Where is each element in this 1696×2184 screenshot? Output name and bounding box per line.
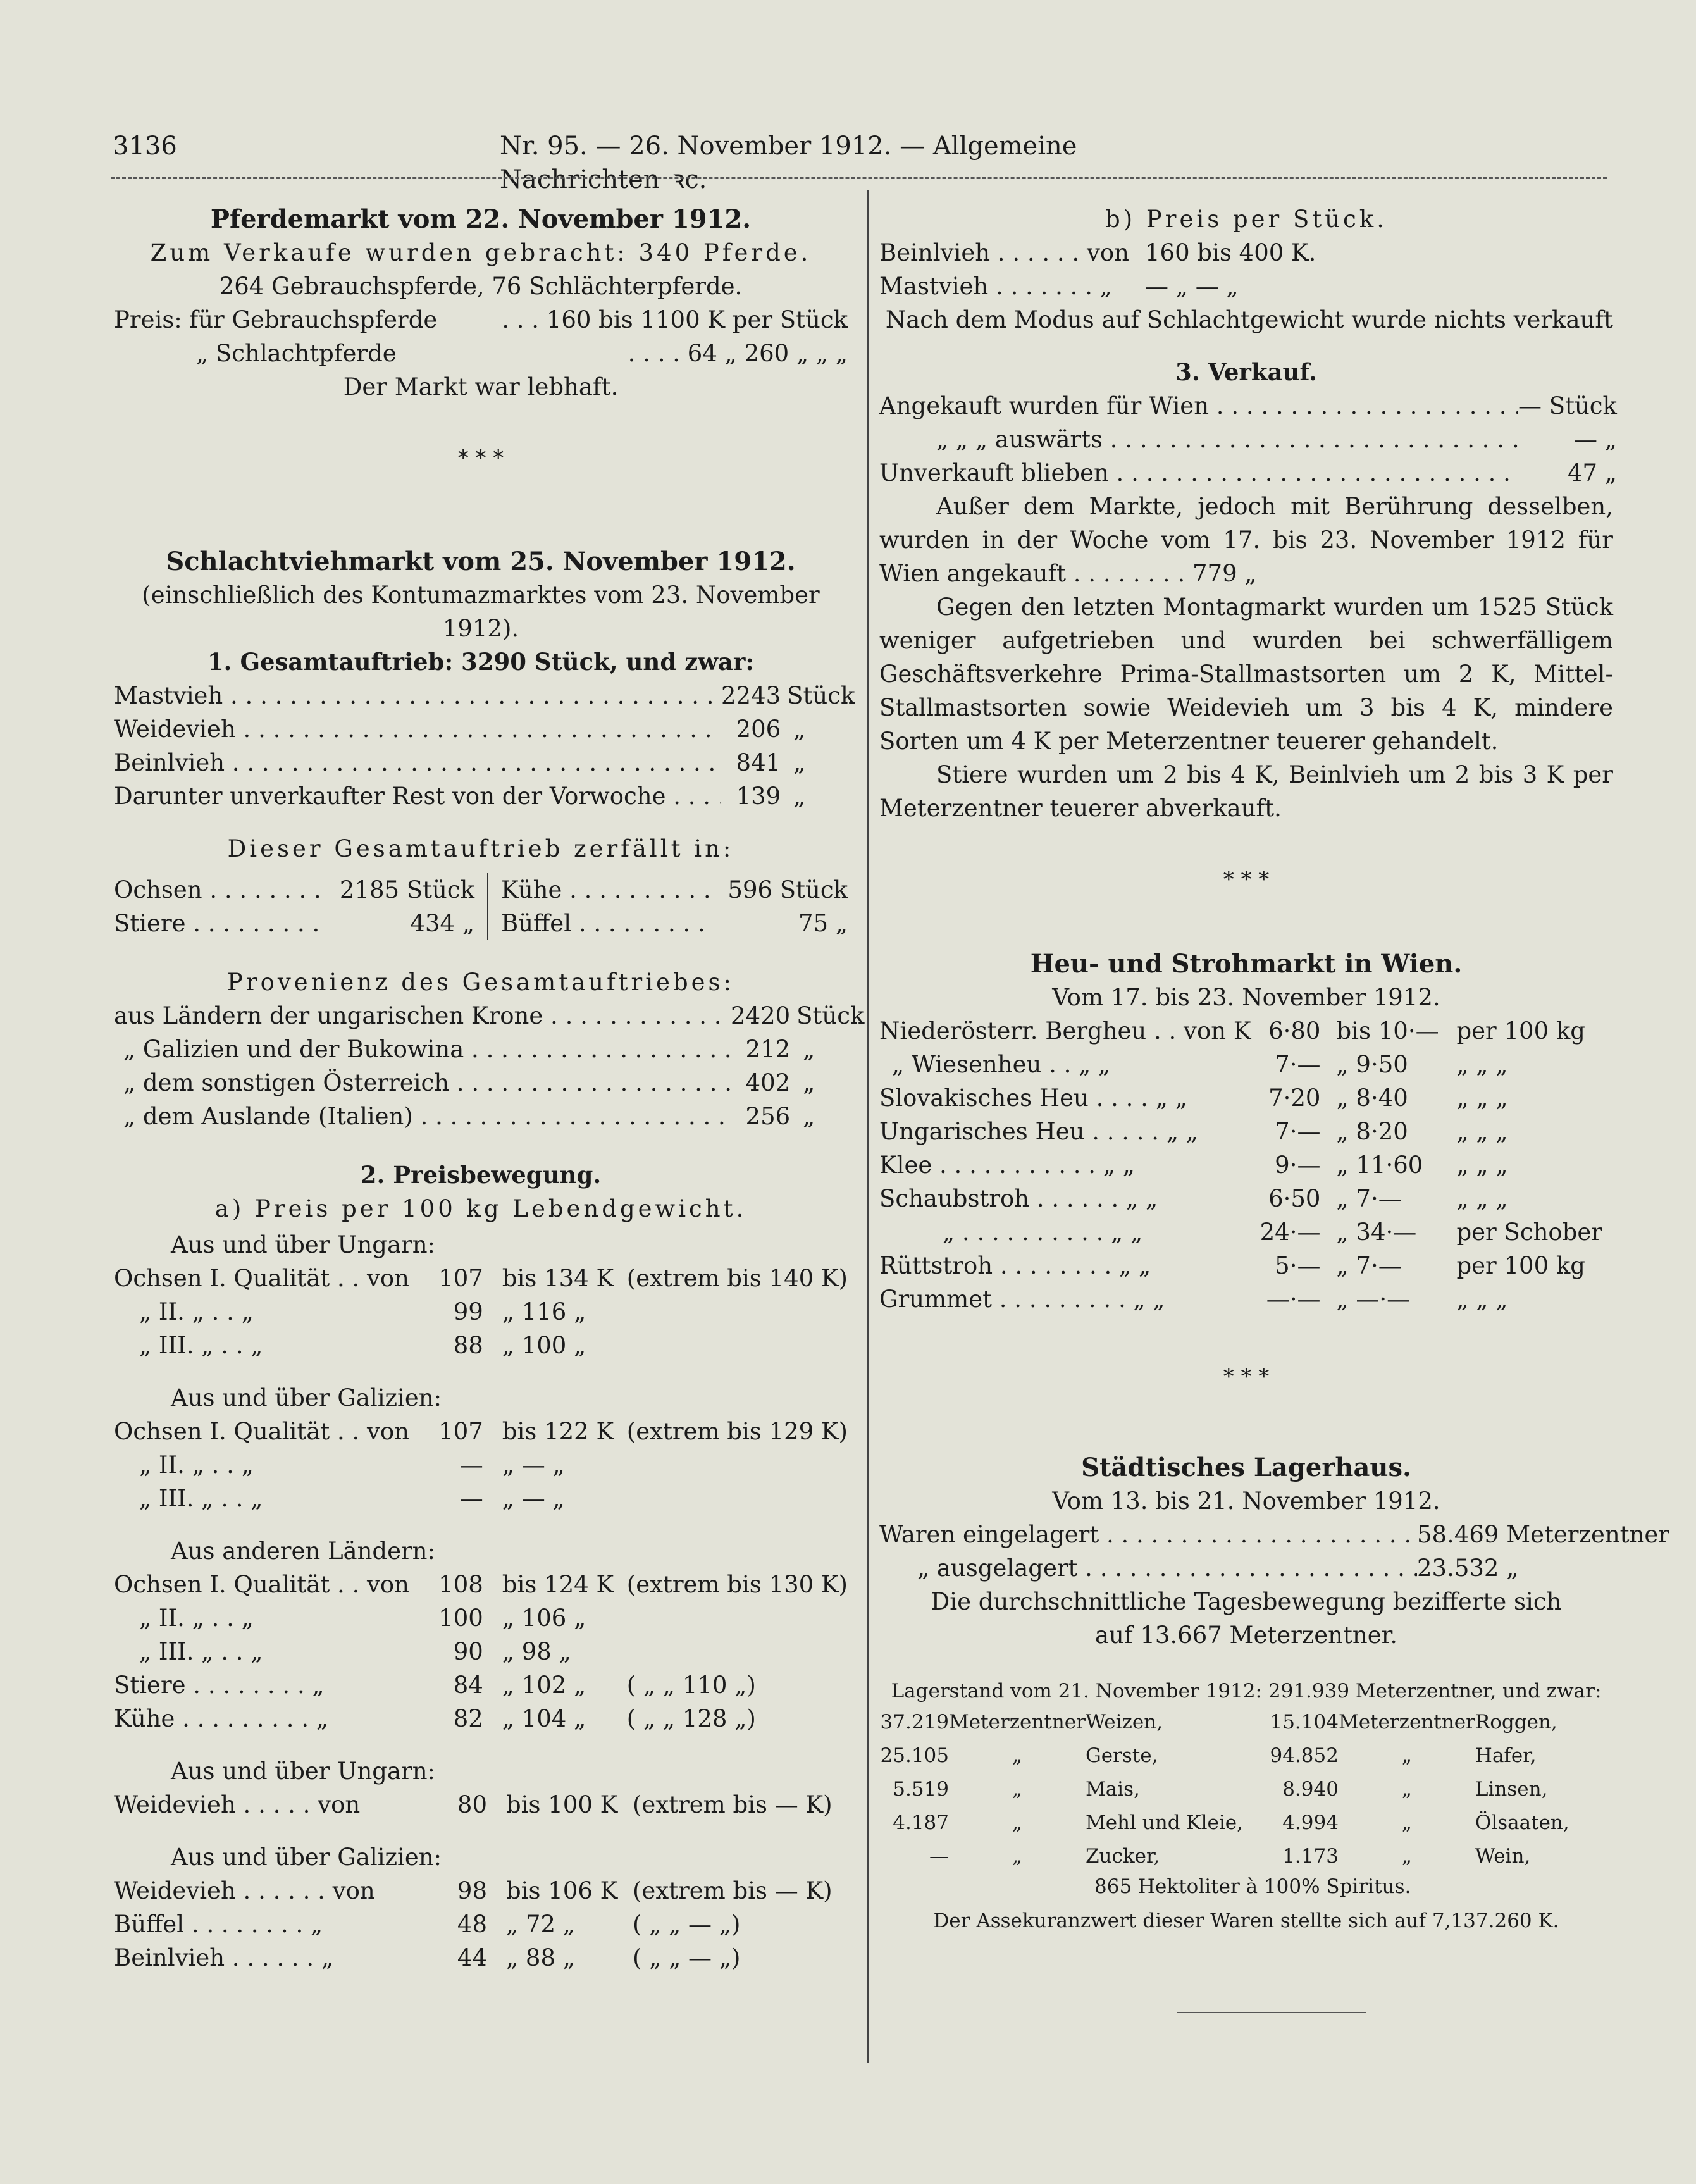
table-row (114, 999, 864, 1033)
cell (627, 1635, 848, 1668)
zerfaellt-table (114, 873, 848, 940)
row-label: „ ausgelagert . . . (879, 1551, 1417, 1585)
table-row (879, 1182, 1613, 1215)
table-row (114, 1448, 848, 1482)
table-row (114, 1568, 848, 1601)
row-label: Büffel . . . (488, 907, 710, 940)
cell: „ (1012, 1844, 1022, 1868)
cell: Gerste, (1085, 1744, 1158, 1767)
table-row (114, 1635, 848, 1668)
table-row (879, 1806, 1613, 1839)
modus-note: Nach dem Modus auf Schlachtgewicht wurde nichts verkauft (885, 306, 1613, 333)
cell: 37.219 (880, 1710, 949, 1734)
price-value: . . . . 64 „ 260 „ „ „ (628, 340, 848, 367)
row-label: Unverkauft blieben . . . (879, 456, 1518, 490)
cell: Klee . . . . . . . . . . . „ „ (879, 1151, 1135, 1179)
lagerstand-heading: Lagerstand vom 21. November 1912: 291.939 Meterzentner, und zwar: (891, 1680, 1602, 1703)
schlachtviehmarkt-title: Schlachtviehmarkt vom 25. November 1912. (166, 547, 796, 576)
cell: Weizen, (1085, 1710, 1163, 1734)
cell: — (929, 1844, 949, 1868)
provenienz-heading: Provenienz des Gesamtauftriebes: (227, 969, 734, 996)
row-value: 2420 (731, 1002, 791, 1029)
cell: per Schober (1456, 1219, 1602, 1246)
cell: 5·— (1275, 1252, 1321, 1279)
table-row (114, 779, 855, 813)
price-group-table (114, 1415, 848, 1515)
cell: Niederösterr. Bergheu . . von K (879, 1017, 1251, 1045)
cell: „ 34·— (1336, 1219, 1417, 1246)
row-unit: Stück (787, 682, 855, 709)
cell: Mehl und Kleie, (1085, 1811, 1243, 1834)
pferdemarkt-title: Pferdemarkt vom 22. November 1912. (210, 204, 752, 234)
cell: bis 122 K (502, 1418, 614, 1445)
row-value: — „ (1574, 426, 1617, 453)
cell: „ —·— (1336, 1286, 1411, 1313)
table-row (114, 1100, 864, 1133)
cell: Weidevieh . . . . . von (114, 1791, 361, 1818)
cell: Ochsen I. Qualität . . von (114, 1571, 409, 1598)
page-number: 3136 (113, 132, 177, 161)
cell: Mais, (1085, 1777, 1140, 1801)
table-row (879, 1081, 1613, 1115)
table-row (114, 1262, 848, 1295)
heu-table (879, 1014, 1613, 1316)
row-label: „ dem Auslande (Italien) . . . (114, 1100, 731, 1133)
cell: bis 10·— (1336, 1017, 1439, 1045)
row-value: 434 „ (329, 907, 488, 940)
lagerhaus-title: Städtisches Lagerhaus. (1081, 1453, 1411, 1482)
cell: Slovakisches Heu . . . . „ „ (879, 1084, 1187, 1112)
preisbewegung-heading: 2. Preisbewegung. (360, 1161, 602, 1189)
table-row (114, 907, 848, 940)
cell: (extrem bis 129 K) (626, 1418, 848, 1445)
cell: „ „ „ (1456, 1051, 1508, 1078)
table-row (879, 236, 1613, 270)
cell: „ (1401, 1744, 1412, 1767)
cell: „ 8·40 (1336, 1084, 1408, 1112)
row-value: 23.532 „ (1417, 1554, 1519, 1582)
table-row (114, 1415, 848, 1448)
cell: 8.940 (1282, 1777, 1339, 1801)
cell: „ (1012, 1777, 1022, 1801)
cell: Ungarisches Heu . . . . . „ „ (879, 1118, 1198, 1145)
closing-rule (1177, 2012, 1366, 2013)
group-title: Aus und über Ungarn: (171, 1231, 436, 1258)
cell: — „ — „ (1145, 273, 1239, 300)
cell: „ 8·20 (1336, 1118, 1408, 1145)
cell: „ (1401, 1777, 1412, 1801)
row-label: Darunter unverkaufter Rest von der Vorwoche . . . (114, 779, 721, 813)
cell: „ 116 „ (502, 1298, 586, 1325)
cell: Rüttstroh . . . . . . . . „ „ (879, 1252, 1151, 1279)
table-row (879, 1215, 1613, 1249)
table-row (879, 1518, 1669, 1551)
cell: 90 (453, 1638, 483, 1665)
cell: Hafer, (1475, 1744, 1537, 1767)
cell: bis 134 K (502, 1265, 614, 1292)
table-row (879, 389, 1617, 423)
price-label: „ Schlachtpferde (196, 340, 397, 367)
row-value: 841 (736, 749, 781, 776)
paragraph-stiere: Stiere wurden um 2 bis 4 K, Beinlvieh um 2 bis 3 K per Meterzentner teuerer abverkauft. (879, 761, 1613, 822)
table-row (879, 1148, 1613, 1182)
provenienz-table (114, 999, 864, 1133)
cell: „ „ „ (1456, 1286, 1508, 1313)
cell: 98 (457, 1877, 487, 1904)
lagerstand-table (879, 1705, 1613, 1873)
cell: Ochsen I. Qualität . . von (114, 1265, 409, 1292)
cell: Ölsaaten, (1475, 1811, 1569, 1834)
cell: „ „ „ (1456, 1118, 1508, 1145)
cell: 88 (453, 1332, 483, 1359)
auftrieb-table (114, 679, 855, 813)
pferde-price-table (114, 303, 848, 370)
page-header-title: Nr. 95. — 26. November 1912. — Allgemeine Nachrichten ꝛc. (500, 132, 1077, 194)
cell: 160 bis 400 K. (1145, 239, 1316, 266)
cell: (extrem bis — K) (633, 1877, 833, 1904)
table-row (114, 337, 848, 370)
cell (627, 1295, 848, 1329)
cell: (extrem bis — K) (633, 1791, 833, 1818)
table-row (879, 1551, 1669, 1585)
cell: Ochsen I. Qualität . . von (114, 1418, 409, 1445)
row-label: Beinlvieh . . . (114, 746, 721, 779)
table-row (114, 1941, 848, 1975)
row-unit: „ (803, 1036, 815, 1063)
table-row (114, 1702, 848, 1735)
cell: (extrem bis 130 K) (626, 1571, 848, 1598)
table-row (114, 873, 848, 907)
cell: 107 (438, 1418, 483, 1445)
table-row (114, 1668, 848, 1702)
cell: 84 (453, 1672, 483, 1699)
price-group-table (114, 1262, 848, 1362)
paragraph-ausser-markt: Außer dem Markte, jedoch mit Berührung desselben, wurden in der Woche vom 17. bis 23. November 1912 für Wien angekauft . . . . . . . . 779 „ (879, 493, 1613, 587)
pferdemarkt-closing: Der Markt war lebhaft. (343, 373, 619, 400)
table-row (879, 1014, 1613, 1048)
row-value: 596 Stück (727, 876, 848, 903)
cell: „ (1401, 1811, 1412, 1834)
cell: 99 (453, 1298, 483, 1325)
cell: 7·— (1275, 1118, 1321, 1145)
cell: Zucker, (1085, 1844, 1160, 1868)
row-unit: „ (793, 783, 806, 810)
table-row (114, 1295, 848, 1329)
table-row (114, 1874, 848, 1908)
cell: — (459, 1485, 483, 1512)
row-label: „ „ „ auswärts . . . (879, 423, 1518, 456)
cell: „ — „ (502, 1485, 565, 1512)
cell: „ 7·— (1336, 1252, 1402, 1279)
cell: 5.519 (893, 1777, 949, 1801)
cell: „ 9·50 (1336, 1051, 1408, 1078)
lagerhaus-subtitle: Vom 13. bis 21. November 1912. (1052, 1487, 1440, 1515)
row-value: — Stück (1518, 392, 1617, 419)
price-group-table (114, 1874, 848, 1975)
lagerhaus-table (879, 1518, 1669, 1585)
table-row (879, 423, 1617, 456)
zerfaellt-heading: Dieser Gesamtauftrieb zerfällt in: (227, 835, 734, 862)
table-row (114, 1329, 848, 1362)
cell: (extrem bis 140 K) (626, 1265, 848, 1292)
table-row (879, 1282, 1613, 1316)
cell: Beinlvieh . . . . . . von (879, 239, 1129, 266)
cell: „ III. „ . . „ (139, 1638, 263, 1665)
cell: 4.994 (1282, 1811, 1339, 1834)
cell: Linsen, (1475, 1777, 1548, 1801)
table-row (114, 1482, 848, 1515)
row-value: 2243 (721, 682, 781, 709)
cell: bis 124 K (502, 1571, 614, 1598)
cell: 9·— (1275, 1151, 1321, 1179)
cell: Grummet . . . . . . . . . „ „ (879, 1286, 1165, 1313)
cell: ( „ „ 110 „) (626, 1672, 756, 1699)
row-label: Angekauft wurden für Wien . . . (879, 389, 1518, 423)
cell: „ 100 „ (502, 1332, 586, 1359)
cell: „ „ „ (1456, 1151, 1508, 1179)
pferdemarkt-line1: Zum Verkaufe wurden gebracht: 340 Pferde. (150, 239, 812, 266)
cell: „ 72 „ (506, 1911, 575, 1938)
cell: ( „ „ — „) (633, 1911, 741, 1938)
cell: Büffel . . . . . . . . „ (114, 1911, 323, 1938)
cell: Beinlvieh . . . . . . „ (114, 1944, 334, 1971)
cell: „ 106 „ (502, 1604, 586, 1632)
cell: 4.187 (893, 1811, 949, 1834)
table-row (879, 1249, 1613, 1282)
cell: „ (1401, 1844, 1412, 1868)
gesamtauftrieb-heading: 1. Gesamtauftrieb: 3290 Stück, und zwar: (207, 648, 755, 676)
cell: 108 (438, 1571, 483, 1598)
cell: 82 (453, 1705, 483, 1732)
cell: „ . . . . . . . . . . „ „ (943, 1219, 1143, 1246)
tagesbewegung-text: Die durchschnittliche Tagesbewegung bezifferte sich auf 13.667 Meterzentner. (931, 1588, 1562, 1649)
cell: Wein, (1475, 1844, 1531, 1868)
cell: „ „ „ (1456, 1084, 1508, 1112)
heumarkt-title: Heu- und Strohmarkt in Wien. (1030, 949, 1463, 979)
row-label: „ Galizien und der Bukowina . . . (114, 1033, 731, 1066)
cell: 48 (457, 1911, 487, 1938)
table-row (114, 712, 855, 746)
cell: Kühe . . . . . . . . . „ (114, 1705, 329, 1732)
row-label: Weidevieh . . . (114, 712, 721, 746)
cell: bis 100 K (506, 1791, 618, 1818)
group-title: Aus und über Ungarn: (171, 1758, 436, 1785)
row-value: 212 (745, 1036, 791, 1063)
cell: „ II. „ . . „ (139, 1298, 254, 1325)
cell: „ 102 „ (502, 1672, 586, 1699)
table-row (114, 746, 855, 779)
row-value: 206 (736, 716, 781, 743)
stueck-table (879, 236, 1613, 303)
cell: Mastvieh . . . . . . . „ (879, 273, 1112, 300)
left-column (114, 202, 865, 1975)
table-row (879, 1839, 1613, 1873)
verkauf-heading: 3. Verkauf. (1175, 358, 1317, 386)
cell: 107 (438, 1265, 483, 1292)
cell: 100 (438, 1604, 483, 1632)
cell (627, 1482, 848, 1515)
row-label: Waren eingelagert . . . (879, 1518, 1417, 1551)
cell: per 100 kg (1456, 1252, 1585, 1279)
row-label: Kühe . . . (488, 873, 710, 907)
cell: „ 104 „ (502, 1705, 586, 1732)
cell: 25.105 (880, 1744, 949, 1767)
column-divider (867, 190, 869, 2063)
cell: 80 (457, 1791, 487, 1818)
cell: per 100 kg (1456, 1017, 1585, 1045)
row-value: 58.469 Meterzentner (1417, 1521, 1669, 1548)
price-group-table (114, 1568, 848, 1735)
table-row (879, 456, 1617, 490)
table-row (114, 1066, 864, 1100)
schlachtviehmarkt-subtitle: (einschließlich des Kontumazmarktes vom 23. November 1912). (142, 581, 820, 642)
preis-stueck-heading: b) Preis per Stück. (1105, 206, 1387, 233)
row-unit: „ (803, 1069, 815, 1096)
section-stars: * * * (1223, 1364, 1270, 1389)
row-value: 256 (745, 1103, 791, 1130)
price-group-table (114, 1788, 848, 1821)
row-label: Stiere . . . (114, 907, 329, 940)
cell: Weidevieh . . . . . . von (114, 1877, 375, 1904)
table-row (114, 1908, 848, 1941)
row-unit: „ (793, 716, 806, 743)
row-unit: „ (803, 1103, 815, 1130)
cell: 44 (457, 1944, 487, 1971)
group-title: Aus anderen Ländern: (171, 1537, 435, 1565)
row-label: aus Ländern der ungarischen Krone . . . (114, 999, 731, 1033)
table-row (879, 1048, 1613, 1081)
cell: Meterzentner (949, 1710, 1086, 1734)
table-row (114, 303, 848, 337)
preis-lebendgewicht-heading: a) Preis per 100 kg Lebendgewicht. (214, 1195, 747, 1222)
table-row (114, 1601, 848, 1635)
table-row (114, 1033, 864, 1066)
cell: „ III. „ . . „ (139, 1332, 263, 1359)
verkauf-table (879, 389, 1617, 490)
pferdemarkt-line2: 264 Gebrauchspferde, 76 Schlächterpferde. (219, 273, 743, 300)
table-row (879, 1115, 1613, 1148)
cell (627, 1329, 848, 1362)
row-unit: Stück (796, 1002, 865, 1029)
header-rule (111, 177, 1607, 179)
cell: Roggen, (1475, 1710, 1557, 1734)
row-label: „ dem sonstigen Österreich . . . (114, 1066, 731, 1100)
cell (627, 1601, 848, 1635)
row-label: Ochsen . . . (114, 873, 329, 907)
row-unit: „ (793, 749, 806, 776)
table-row (879, 1739, 1613, 1772)
cell: „ 11·60 (1336, 1151, 1423, 1179)
row-value: 139 (736, 783, 781, 810)
cell: 6·50 (1268, 1185, 1321, 1212)
row-value: 402 (745, 1069, 791, 1096)
table-row (879, 270, 1613, 303)
table-row (879, 1772, 1613, 1806)
section-stars: * * * (457, 445, 504, 471)
table-row (114, 1788, 848, 1821)
cell: ( „ „ — „) (633, 1944, 741, 1971)
cell: „ II. „ . . „ (139, 1604, 254, 1632)
cell: Stiere . . . . . . . . „ (114, 1672, 325, 1699)
cell: 7·— (1275, 1051, 1321, 1078)
assekuranz-line: Der Assekuranzwert dieser Waren stellte sich auf 7,137.260 K. (933, 1909, 1559, 1932)
cell: „ (1012, 1744, 1022, 1767)
cell: „ 7·— (1336, 1185, 1402, 1212)
price-value: . . . 160 bis 1100 K per Stück (502, 306, 848, 333)
cell: 94.852 (1270, 1744, 1339, 1767)
cell: „ (1012, 1811, 1022, 1834)
cell: 24·— (1260, 1219, 1321, 1246)
cell: ( „ „ 128 „) (626, 1705, 756, 1732)
heumarkt-subtitle: Vom 17. bis 23. November 1912. (1052, 984, 1440, 1011)
table-row (879, 1705, 1613, 1739)
cell: „ 98 „ (502, 1638, 571, 1665)
spiritus-line: 865 Hektoliter à 100% Spiritus. (1094, 1875, 1411, 1898)
cell: „ 88 „ (506, 1944, 575, 1971)
cell: 6·80 (1268, 1017, 1321, 1045)
cell (627, 1448, 848, 1482)
cell: „ II. „ . . „ (139, 1451, 254, 1479)
section-stars: * * * (1223, 867, 1270, 892)
row-label: Mastvieh . . . (114, 679, 721, 712)
cell: bis 106 K (506, 1877, 618, 1904)
cell: „ Wiesenheu . . „ „ (892, 1051, 1111, 1078)
cell: „ — „ (502, 1451, 565, 1479)
cell: 15.104 (1270, 1710, 1339, 1734)
cell: Schaubstroh . . . . . . „ „ (879, 1185, 1158, 1212)
cell: „ III. „ . . „ (139, 1485, 263, 1512)
cell: Meterzentner (1338, 1710, 1475, 1734)
paragraph-montagmarkt: Gegen den letzten Montagmarkt wurden um 1525 Stück weniger aufgetrieben und wurden bei schwerfälligem Geschäftsverkehre Prima-Stallmastsorten um 2 K, Mittel-Stallmastsorten sowie Weidevieh um 3 bis 4 K, mindere Sorten um 4 K per Meterzentner teuerer gehandelt. (879, 593, 1613, 755)
cell: —·— (1266, 1286, 1321, 1313)
group-title: Aus und über Galizien: (171, 1384, 442, 1412)
row-value: 2185 Stück (329, 873, 488, 907)
right-column (879, 202, 1669, 1935)
price-label: Preis: für Gebrauchspferde (114, 306, 438, 333)
cell: — (459, 1451, 483, 1479)
cell: 7·20 (1268, 1084, 1321, 1112)
row-value: 75 „ (798, 910, 848, 937)
row-value: 47 „ (1567, 459, 1617, 487)
table-row (114, 679, 855, 712)
cell: 1.173 (1282, 1844, 1339, 1868)
cell: „ „ „ (1456, 1185, 1508, 1212)
group-title: Aus und über Galizien: (171, 1844, 442, 1871)
